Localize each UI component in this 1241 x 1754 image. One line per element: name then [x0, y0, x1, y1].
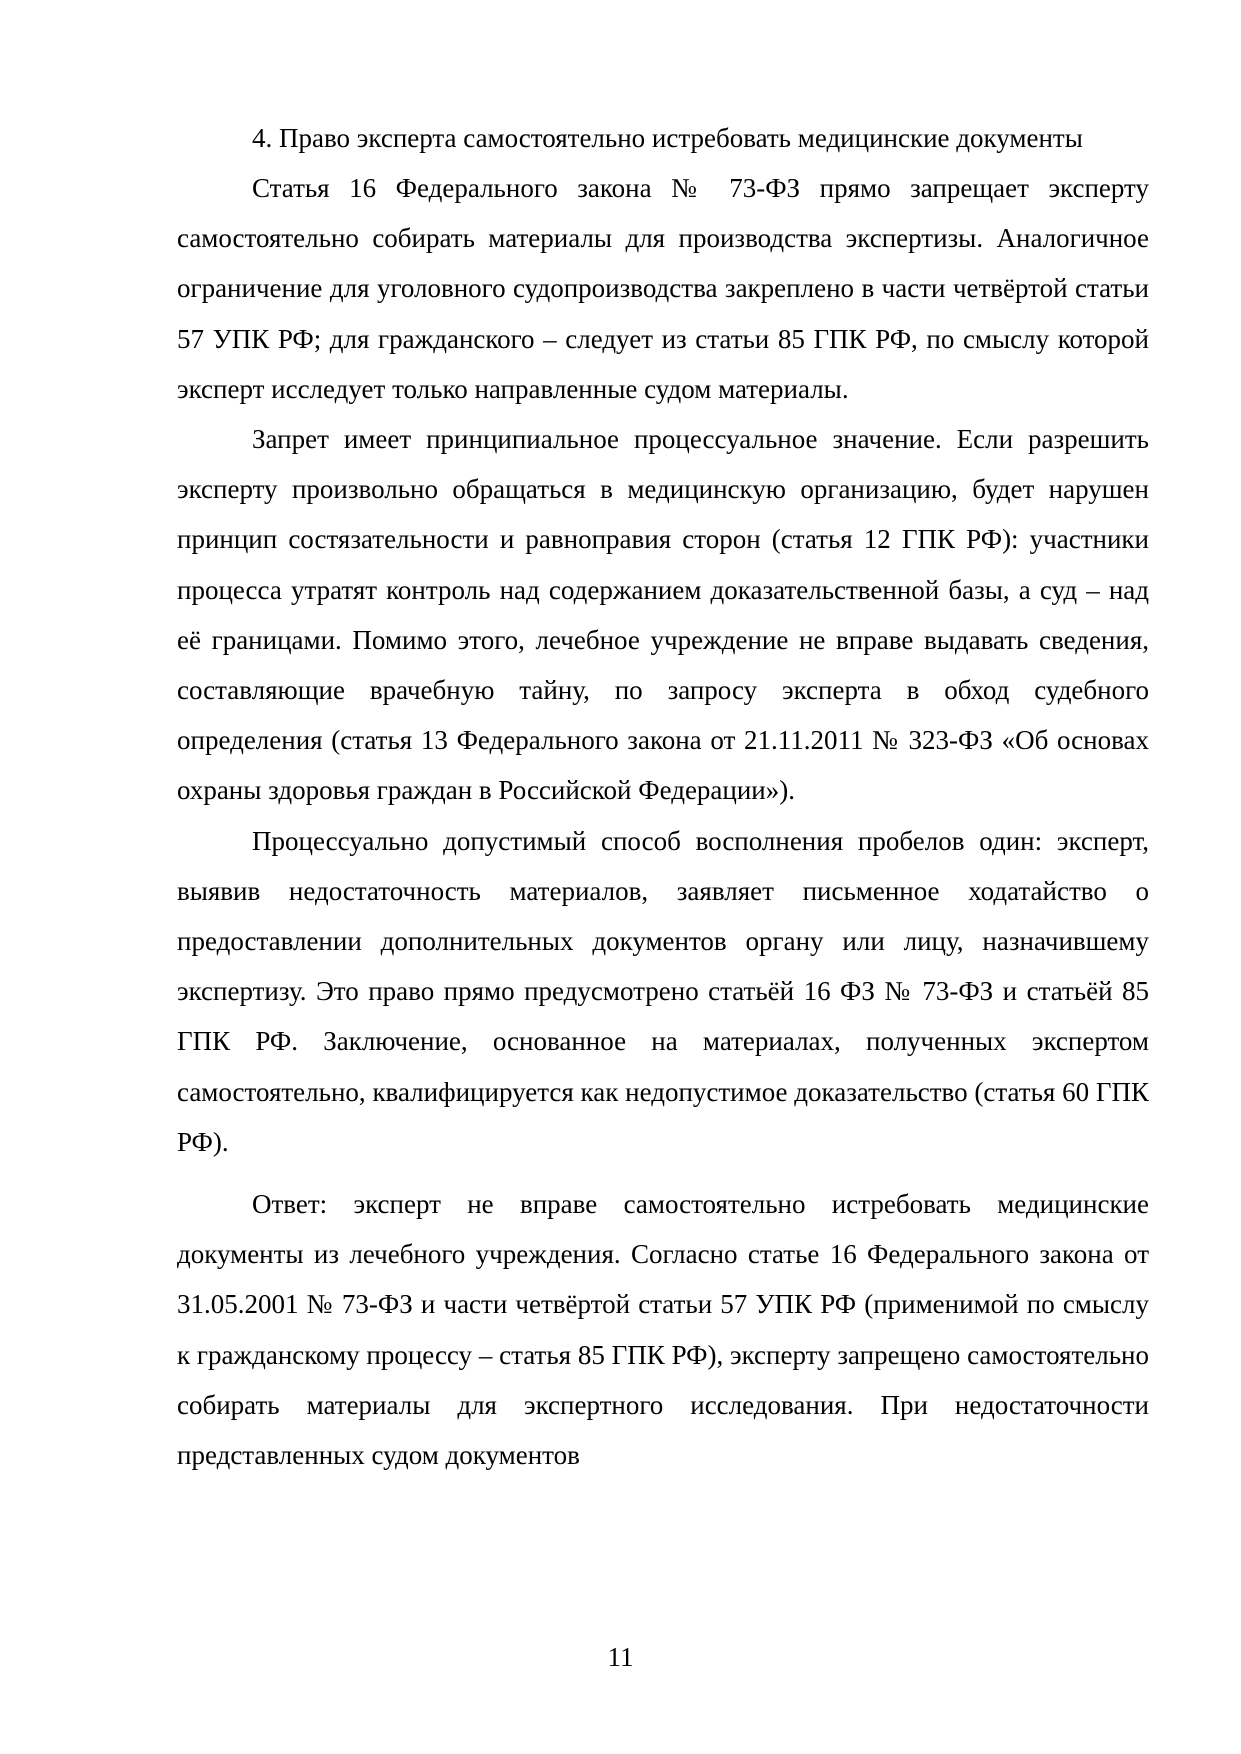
paragraph-answer: Ответ: эксперт не вправе самостоятельно истребовать медицинские документы из лечебного учреждения. Согласно статье 16 Федерального закона от 31.05.2001 № 73-ФЗ и части четвёртой статьи 57 УПК РФ (применимой по смыслу к гражданскому процессу – статья 85 ГПК РФ), эксперту запрещено самостоятельно собирать материалы для экспертного исследования. При недостаточности представленных судом документов [177, 1189, 1149, 1471]
page-content [177, 113, 1149, 1480]
paragraph-statute-prohibition: Статья 16 Федерального закона № 73-ФЗ прямо запрещает эксперту самостоятельно собирать материалы для производства экспертизы. Аналогичное ограничение для уголовного судопроизводства закреплено в части четвёртой статьи 57 УПК РФ; для гражданского – следует из статьи 85 ГПК РФ, по смыслу которой эксперт исследует только направленные судом материалы. [177, 173, 1149, 404]
page-number: 11 [607, 1642, 634, 1672]
section-heading: 4. Право эксперта самостоятельно истребовать медицинские документы [252, 123, 1083, 153]
paragraph-prohibition-significance: Запрет имеет принципиальное процессуальное значение. Если разрешить эксперту произвольно обращаться в медицинскую организацию, будет нарушен принцип состязательности и равноправия сторон (статья 12 ГПК РФ): участники процесса утратят контроль над содержанием доказательственной базы, а суд – над её границами. Помимо этого, лечебное учреждение не вправе выдавать сведения, составляющие врачебную тайну, по запросу эксперта в обход судебного определения (статья 13 Федерального закона от 21.11.2011 № 323-ФЗ «Об основах охраны здоровья граждан в Российской Федерации»). [177, 424, 1149, 806]
paragraph-admissible-method: Процессуально допустимый способ восполнения пробелов один: эксперт, выявив недостаточность материалов, заявляет письменное ходатайство о предоставлении дополнительных документов органу или лицу, назначившему экспертизу. Это право прямо предусмотрено статьёй 16 ФЗ № 73-ФЗ и статьёй 85 ГПК РФ. Заключение, основанное на материалах, полученных экспертом самостоятельно, квалифицируется как недопустимое доказательство (статья 60 ГПК РФ). [177, 825, 1149, 1157]
